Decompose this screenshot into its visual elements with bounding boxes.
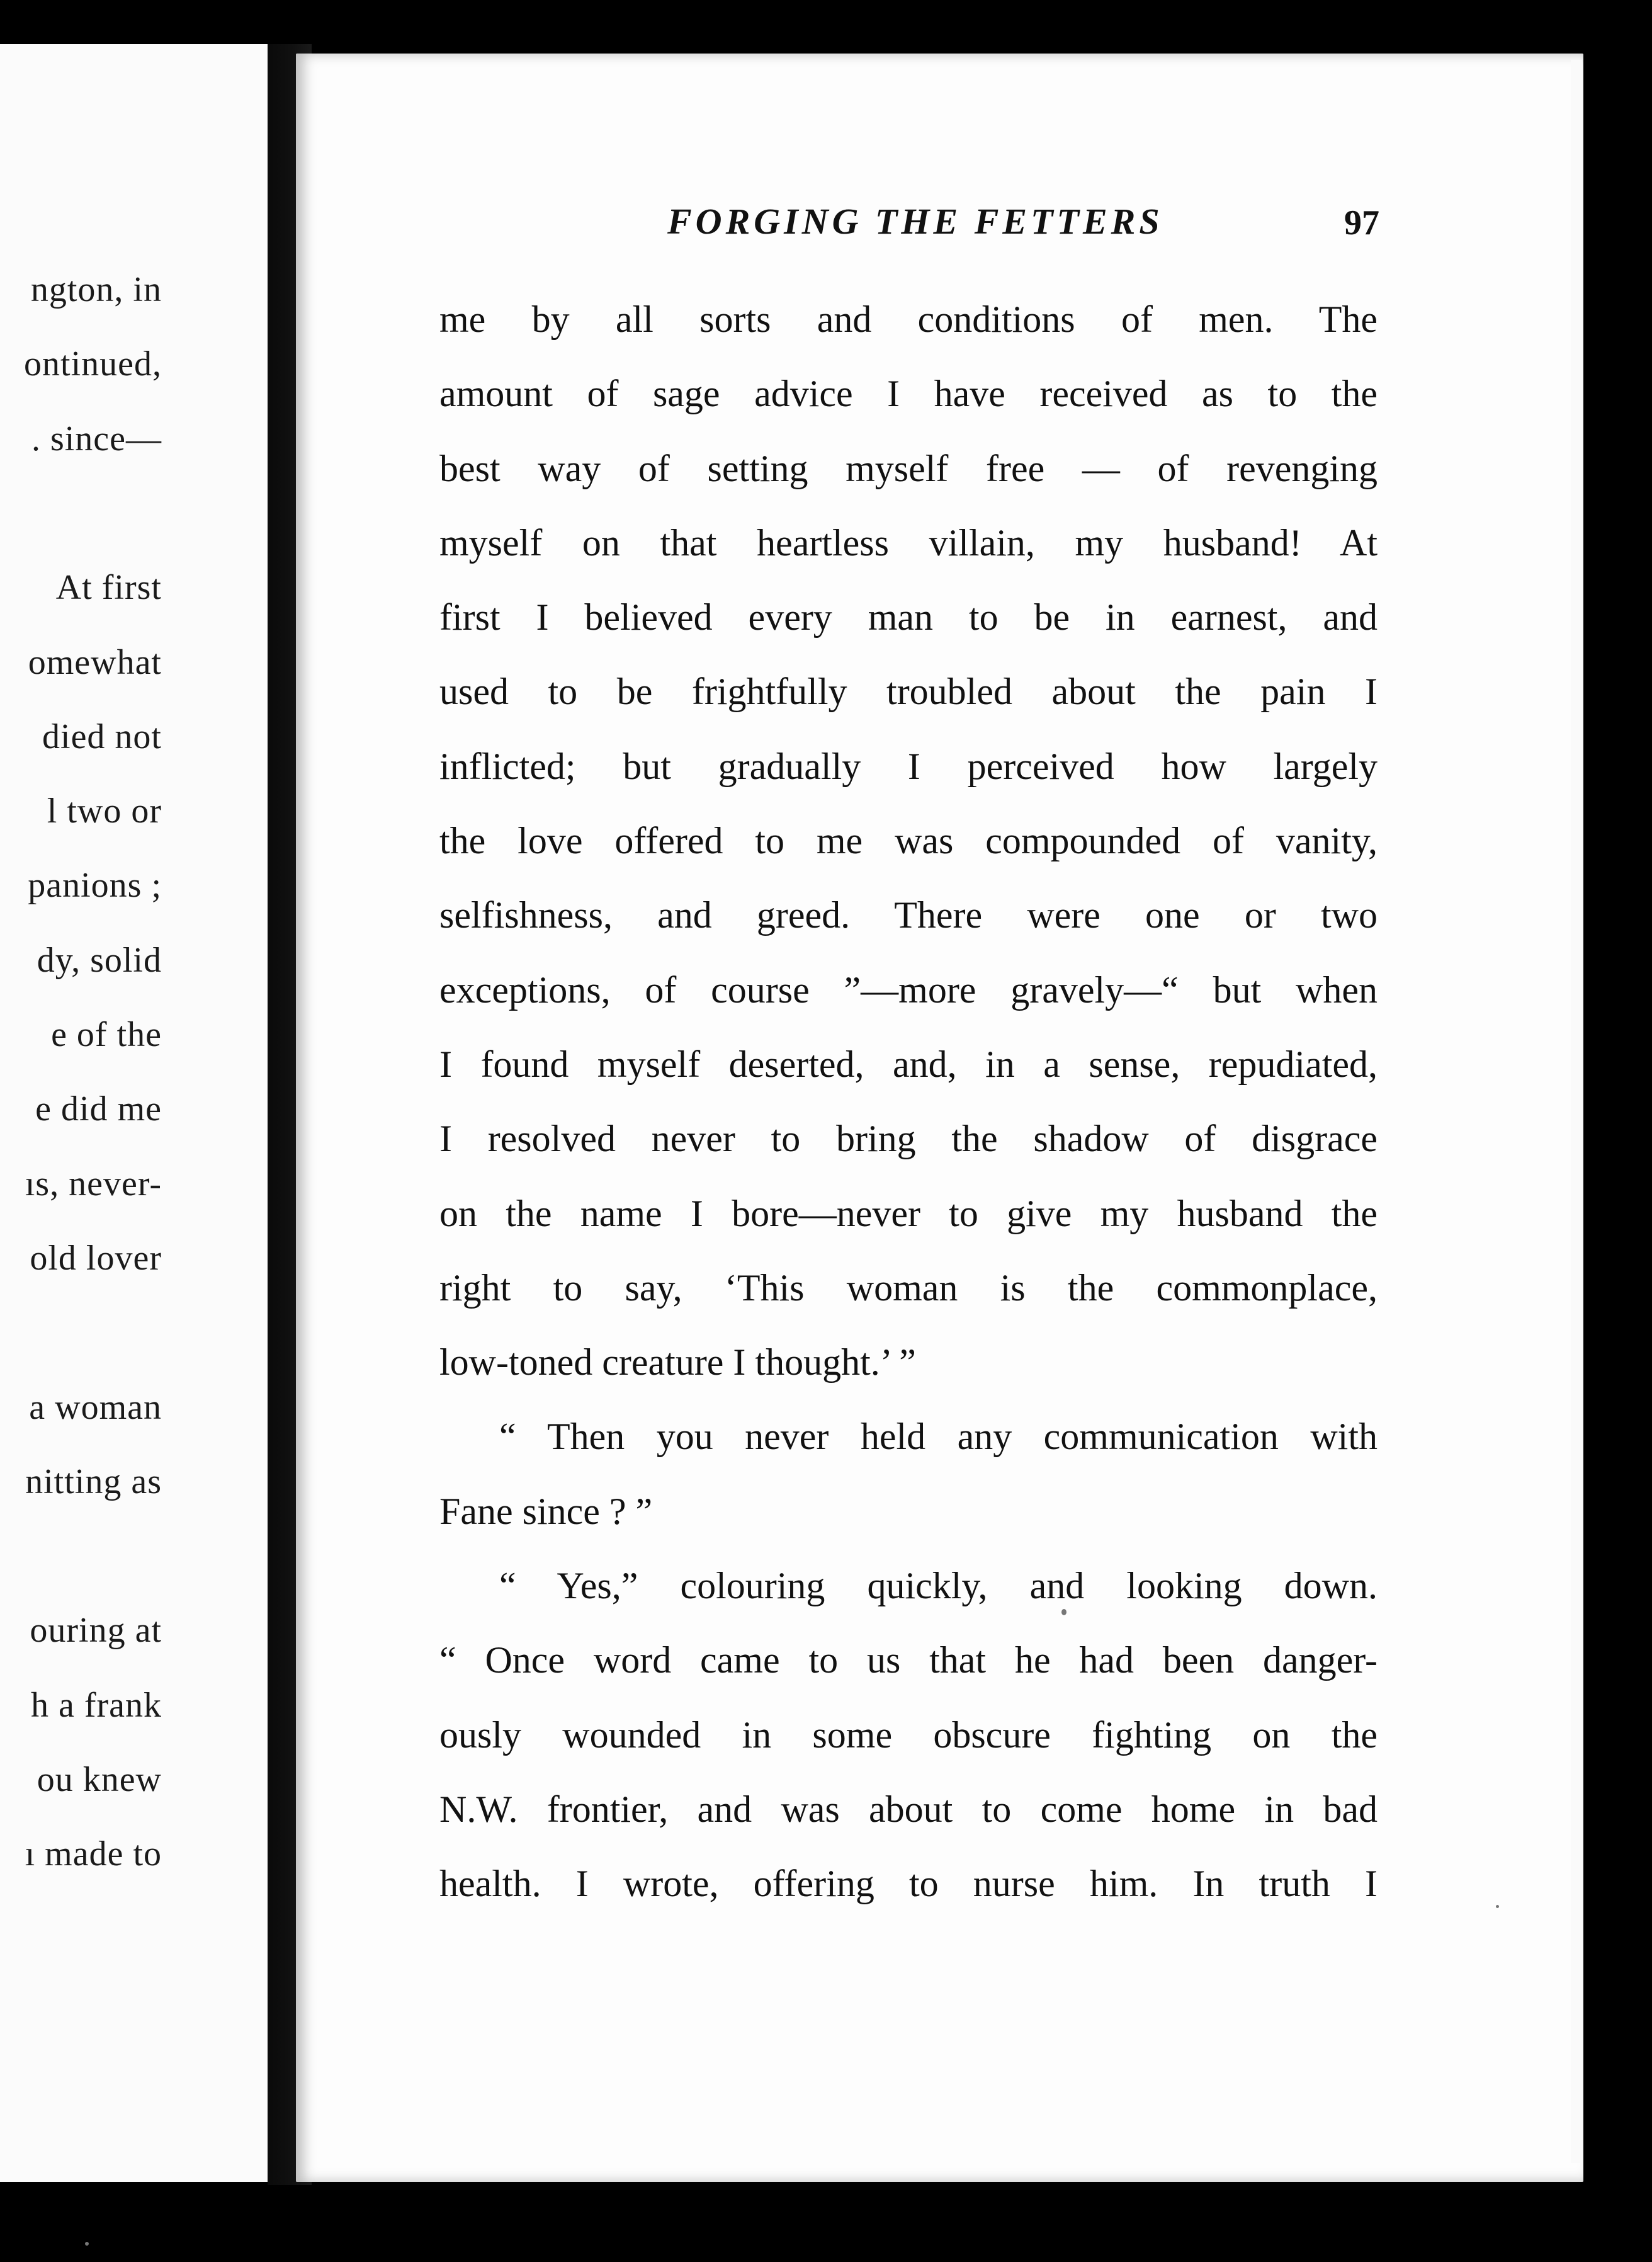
page-edge <box>1571 60 1582 2163</box>
body-line: N.W. frontier, and was about to come home in bad <box>439 1788 1378 1830</box>
body-line: ously wounded in some obscure fighting on the <box>439 1714 1378 1756</box>
left-page-line: ngton, in <box>30 270 162 309</box>
left-page-line: ou knew <box>37 1760 162 1799</box>
body-line: “ Once word came to us that he had been danger- <box>439 1639 1378 1681</box>
body-line: selfishness, and greed. There were one or two <box>439 894 1378 936</box>
left-page-line: old lover <box>30 1238 162 1278</box>
body-line: “ Yes,” colouring quickly, and looking down. <box>499 1565 1378 1607</box>
body-line: exceptions, of course ”—more gravely—“ but when <box>439 969 1378 1011</box>
body-line: the love offered to me was compounded of vanity, <box>439 820 1378 862</box>
body-line: I resolved never to bring the shadow of disgrace <box>439 1118 1378 1160</box>
body-line: right to say, ‘This woman is the commonplace, <box>439 1266 1378 1309</box>
left-page-line: a woman <box>29 1387 162 1427</box>
left-page-line: died not <box>42 717 162 756</box>
body-text <box>439 282 1378 1921</box>
left-page-line: e did me <box>35 1089 162 1129</box>
body-line: me by all sorts and conditions of men. The <box>439 298 1378 340</box>
left-page-line: l two or <box>47 792 162 831</box>
left-page-line: ı made to <box>25 1834 162 1874</box>
body-line: health. I wrote, offering to nurse him. In truth I <box>439 1863 1378 1905</box>
paper-speck <box>85 2242 89 2246</box>
body-line: used to be frightfully troubled about the pain I <box>439 671 1378 713</box>
body-line: inflicted; but gradually I perceived how largely <box>439 745 1378 787</box>
left-page-line: ontinued, <box>24 344 162 384</box>
body-line: best way of setting myself free — of revenging <box>439 447 1378 489</box>
body-line: “ Then you never held any communication with <box>499 1416 1378 1458</box>
left-page-line: h a frank <box>30 1685 162 1725</box>
left-page-line: e of the <box>51 1015 162 1054</box>
body-line: on the name I bore—never to give my husband the <box>439 1192 1378 1234</box>
body-line: myself on that heartless villain, my husband! At <box>439 521 1378 564</box>
left-page-line: . since— <box>31 419 162 458</box>
running-title: FORGING THE FETTERS <box>667 201 1163 242</box>
body-line: amount of sage advice I have received as to the <box>439 373 1378 415</box>
body-line: low-toned creature I thought.’ ” <box>439 1341 916 1384</box>
facing-page-left <box>0 44 268 2182</box>
left-page-line: ıs, never- <box>25 1164 162 1203</box>
left-page-line: ouring at <box>30 1611 162 1651</box>
left-page-line: panions ; <box>28 866 162 906</box>
page-number: 97 <box>1344 203 1379 242</box>
body-line: Fane since ? ” <box>439 1490 653 1532</box>
body-line: first I believed every man to be in earnest, and <box>439 596 1378 639</box>
paper-speck <box>1496 1905 1499 1908</box>
left-page-line: dy, solid <box>37 940 162 980</box>
left-page-line: At first <box>55 568 162 608</box>
paper-speck <box>1061 1609 1066 1615</box>
body-line: I found myself deserted, and, in a sense, repudiated, <box>439 1043 1378 1085</box>
left-page-line: omewhat <box>28 642 162 682</box>
left-page-line: nitting as <box>25 1462 162 1501</box>
